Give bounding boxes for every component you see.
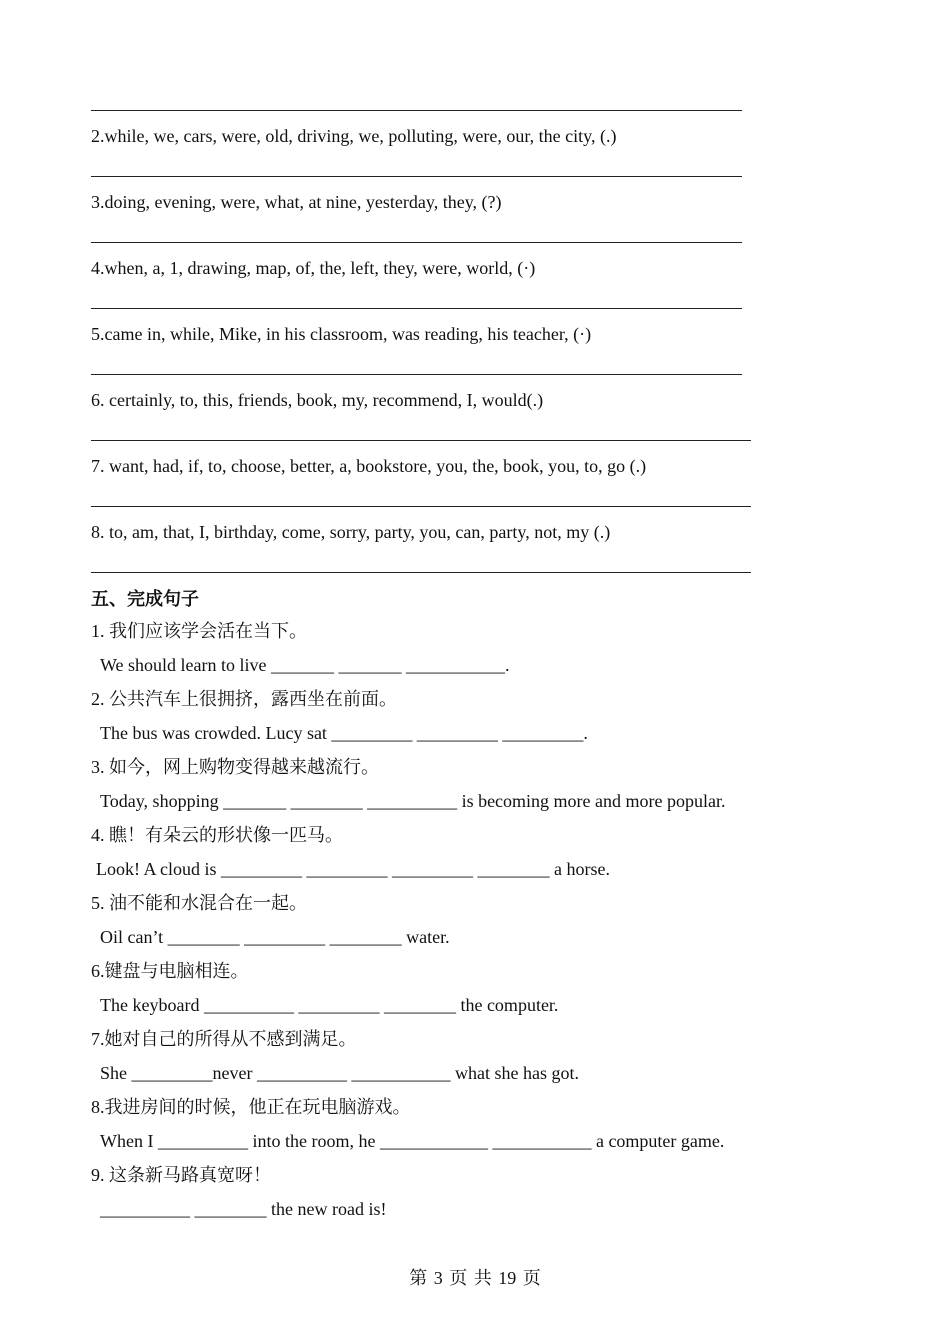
sentence-cn: 5. 油不能和水混合在一起。	[91, 893, 307, 913]
answer-line	[91, 440, 751, 441]
sentence-en: The bus was crowded. Lucy sat _________ _________ _________.	[100, 723, 588, 743]
answer-line	[91, 374, 742, 375]
reorder-item-8: 8. to, am, that, I, birthday, come, sorry, party, you, can, party, not, my (.)	[91, 522, 611, 542]
answer-line	[91, 308, 742, 309]
answer-line	[91, 110, 742, 111]
sentence-en: When I __________ into the room, he ____________ ___________ a computer game.	[100, 1131, 725, 1151]
reorder-item-3: 3.doing, evening, were, what, at nine, yesterday, they, (?)	[91, 192, 502, 212]
reorder-item-6: 6. certainly, to, this, friends, book, my, recommend, I, would(.)	[91, 390, 544, 410]
sentence-en: We should learn to live _______ _______ ___________.	[100, 655, 510, 675]
page-number: 第 3 页 共 19 页	[409, 1268, 541, 1288]
sentence-en: Today, shopping _______ ________ __________ is becoming more and more popular.	[100, 791, 726, 811]
sentence-cn: 9. 这条新马路真宽呀！	[91, 1165, 271, 1185]
reorder-item-5: 5.came in, while, Mike, in his classroom, was reading, his teacher, (·)	[91, 324, 592, 344]
answer-line	[91, 572, 751, 573]
answer-line	[91, 242, 742, 243]
sentence-cn: 1. 我们应该学会活在当下。	[91, 621, 307, 641]
sentence-cn: 6.键盘与电脑相连。	[91, 961, 249, 981]
sentence-en: She _________never __________ ___________ what she has got.	[100, 1063, 579, 1083]
sentence-cn: 4. 瞧！有朵云的形状像一匹马。	[91, 825, 343, 845]
sentence-cn: 2. 公共汽车上很拥挤，露西坐在前面。	[91, 689, 397, 709]
sentence-cn: 7.她对自己的所得从不感到满足。	[91, 1029, 357, 1049]
sentence-en: __________ ________ the new road is!	[100, 1199, 387, 1219]
sentence-en: Oil can’t ________ _________ ________ water.	[100, 927, 450, 947]
sentence-cn: 8.我进房间的时候，他正在玩电脑游戏。	[91, 1097, 411, 1117]
sentence-en: Look! A cloud is _________ _________ _________ ________ a horse.	[96, 859, 610, 879]
reorder-item-2: 2.while, we, cars, were, old, driving, we, polluting, were, our, the city, (.)	[91, 126, 617, 146]
section-title: 五、完成句子	[91, 589, 199, 609]
answer-line	[91, 176, 742, 177]
sentence-cn: 3. 如今，网上购物变得越来越流行。	[91, 757, 379, 777]
sentence-en: The keyboard __________ _________ ________ the computer.	[100, 995, 559, 1015]
reorder-item-7: 7. want, had, if, to, choose, better, a, bookstore, you, the, book, you, to, go (.)	[91, 456, 647, 476]
reorder-item-4: 4.when, a, 1, drawing, map, of, the, left, they, were, world, (·)	[91, 258, 536, 278]
answer-line	[91, 506, 751, 507]
